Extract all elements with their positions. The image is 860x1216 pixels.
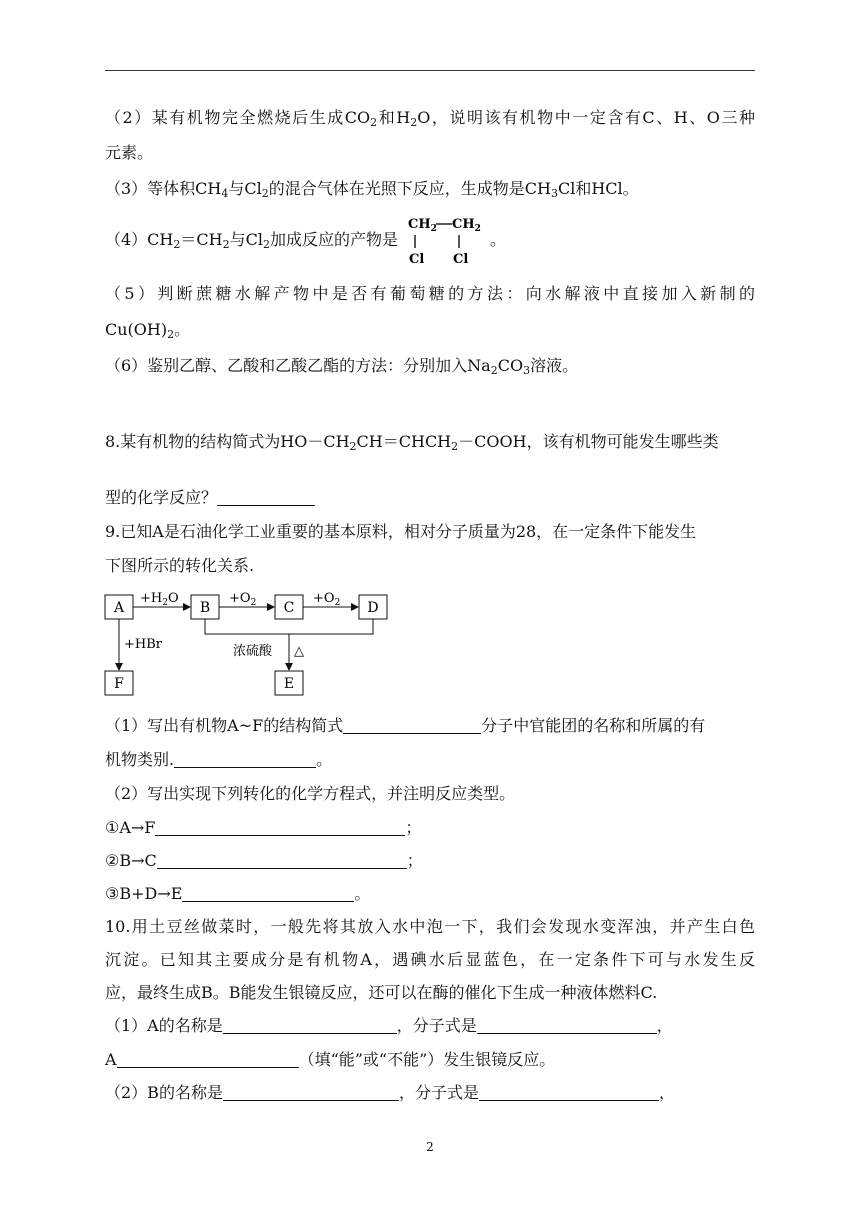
box-a-label: A (113, 600, 125, 616)
answer-blank[interactable] (479, 1084, 659, 1101)
item-2-line-2: 元素。 (105, 143, 154, 162)
q9-reaction-1: ①A→F ； (105, 818, 422, 837)
item-5-line-2: $Cu(OH)_2$。 (105, 320, 191, 341)
answer-blank[interactable] (182, 885, 354, 902)
page-number: 2 (426, 1140, 434, 1154)
q10-sub-1-line-1: （1）A的名称是 ，分子式是 ， (105, 1016, 673, 1035)
item-5-line-1: （5）判断蔗糖水解产物中是否有葡萄糖的方法：向水解液中直接加入新制的 (105, 284, 755, 303)
answer-blank[interactable] (223, 1084, 399, 1101)
answer-blank[interactable] (117, 1051, 299, 1068)
dichloroethane-structure (402, 215, 486, 267)
q10-sub-1-line-2: A （填“能”或“不能”）发生银镜反应。 (105, 1050, 556, 1069)
bracket-b-d (205, 619, 373, 634)
item-2-line-1: （2）某有机物完全燃烧后生成$CO_2$和$H_2O$，说明该有机物中一定含有C、H、O三种 (105, 108, 755, 129)
q10-sub-2: （2）B的名称是 ，分子式是 ， (105, 1083, 675, 1102)
answer-blank[interactable] (223, 1017, 397, 1034)
label-o2-1: $+O_2$ (229, 591, 257, 608)
box-c-label: C (283, 600, 295, 616)
box-b-label: B (199, 600, 211, 616)
question-10-line-1: 10.用土豆丝做菜时，一般先将其放入水中泡一下，我们会发现水变浑浊，并产生白色 (105, 917, 755, 936)
answer-blank[interactable] (155, 819, 405, 836)
label-acid: 浓硫酸 (233, 644, 273, 659)
question-10-line-2: 沉淀。已知其主要成分是有机物A，遇碘水后显蓝色，在一定条件下可与水发生反 (105, 950, 755, 969)
question-10-line-3: 应，最终生成B。B能发生银镜反应，还可以在酶的催化下生成一种液体燃料C. (105, 983, 658, 1002)
struct-ch2-right: $CH_2$ (451, 216, 481, 234)
answer-blank[interactable] (174, 751, 316, 768)
answer-blank[interactable] (157, 852, 407, 869)
label-h2o: $+H_2O$ (140, 591, 179, 608)
q9-sub-2: （2）写出实现下列转化的化学方程式，并注明反应类型。 (105, 784, 516, 803)
struct-ch2-left: $CH_2$ (407, 216, 437, 234)
box-e-label: E (283, 676, 295, 692)
answer-blank[interactable] (217, 489, 315, 506)
question-9-line-2: 下图所示的转化关系. (105, 556, 255, 575)
label-heat: △ (294, 644, 304, 659)
header-rule (105, 70, 755, 71)
q9-sub-1-line-2: 机物类别. 。 (105, 750, 333, 769)
question-8-line-2: 型的化学反应？ (105, 488, 755, 508)
struct-cl-right: Cl (452, 251, 469, 267)
item-6: （6）鉴别乙醇、乙酸和乙酸乙酯的方法：分别加入$Na_2CO_3$溶液。 (105, 356, 579, 377)
item-3: （3）等体积$CH_4$与$Cl_2$的混合气体在光照下反应，生成物是$CH_3Cl$和HCl。 (105, 179, 639, 200)
answer-blank[interactable] (343, 717, 481, 734)
q9-reaction-3: ③B+D→E 。 (105, 884, 371, 903)
label-o2-2: $+O_2$ (313, 591, 341, 608)
box-d-label: D (367, 600, 379, 616)
q9-sub-1-line-1: （1）写出有机物A~F的结构简式 分子中官能团的名称和所属的有 (105, 716, 706, 735)
box-f-label: F (114, 676, 124, 692)
item-4: $(4)CH_2=CH_2$与$Cl_2$加成反应的产物是 $CH_2$ $CH_2$ Cl Cl 。 (105, 216, 506, 267)
q9-reaction-2: ②B→C ； (105, 851, 423, 870)
label-hbr: +HBr (124, 637, 162, 652)
conversion-diagram (104, 588, 394, 696)
struct-cl-left: Cl (408, 251, 425, 267)
question-9-line-1: 9.已知A是石油化学工业重要的基本原料，相对分子质量为28，在一定条件下能发生 (105, 522, 697, 541)
answer-blank[interactable] (477, 1017, 657, 1034)
question-8-line-1: 8.某有机物的结构简式为$HO-CH_2CH=CHCH_2-COOH$，该有机物可能发生哪些类 (105, 432, 719, 453)
